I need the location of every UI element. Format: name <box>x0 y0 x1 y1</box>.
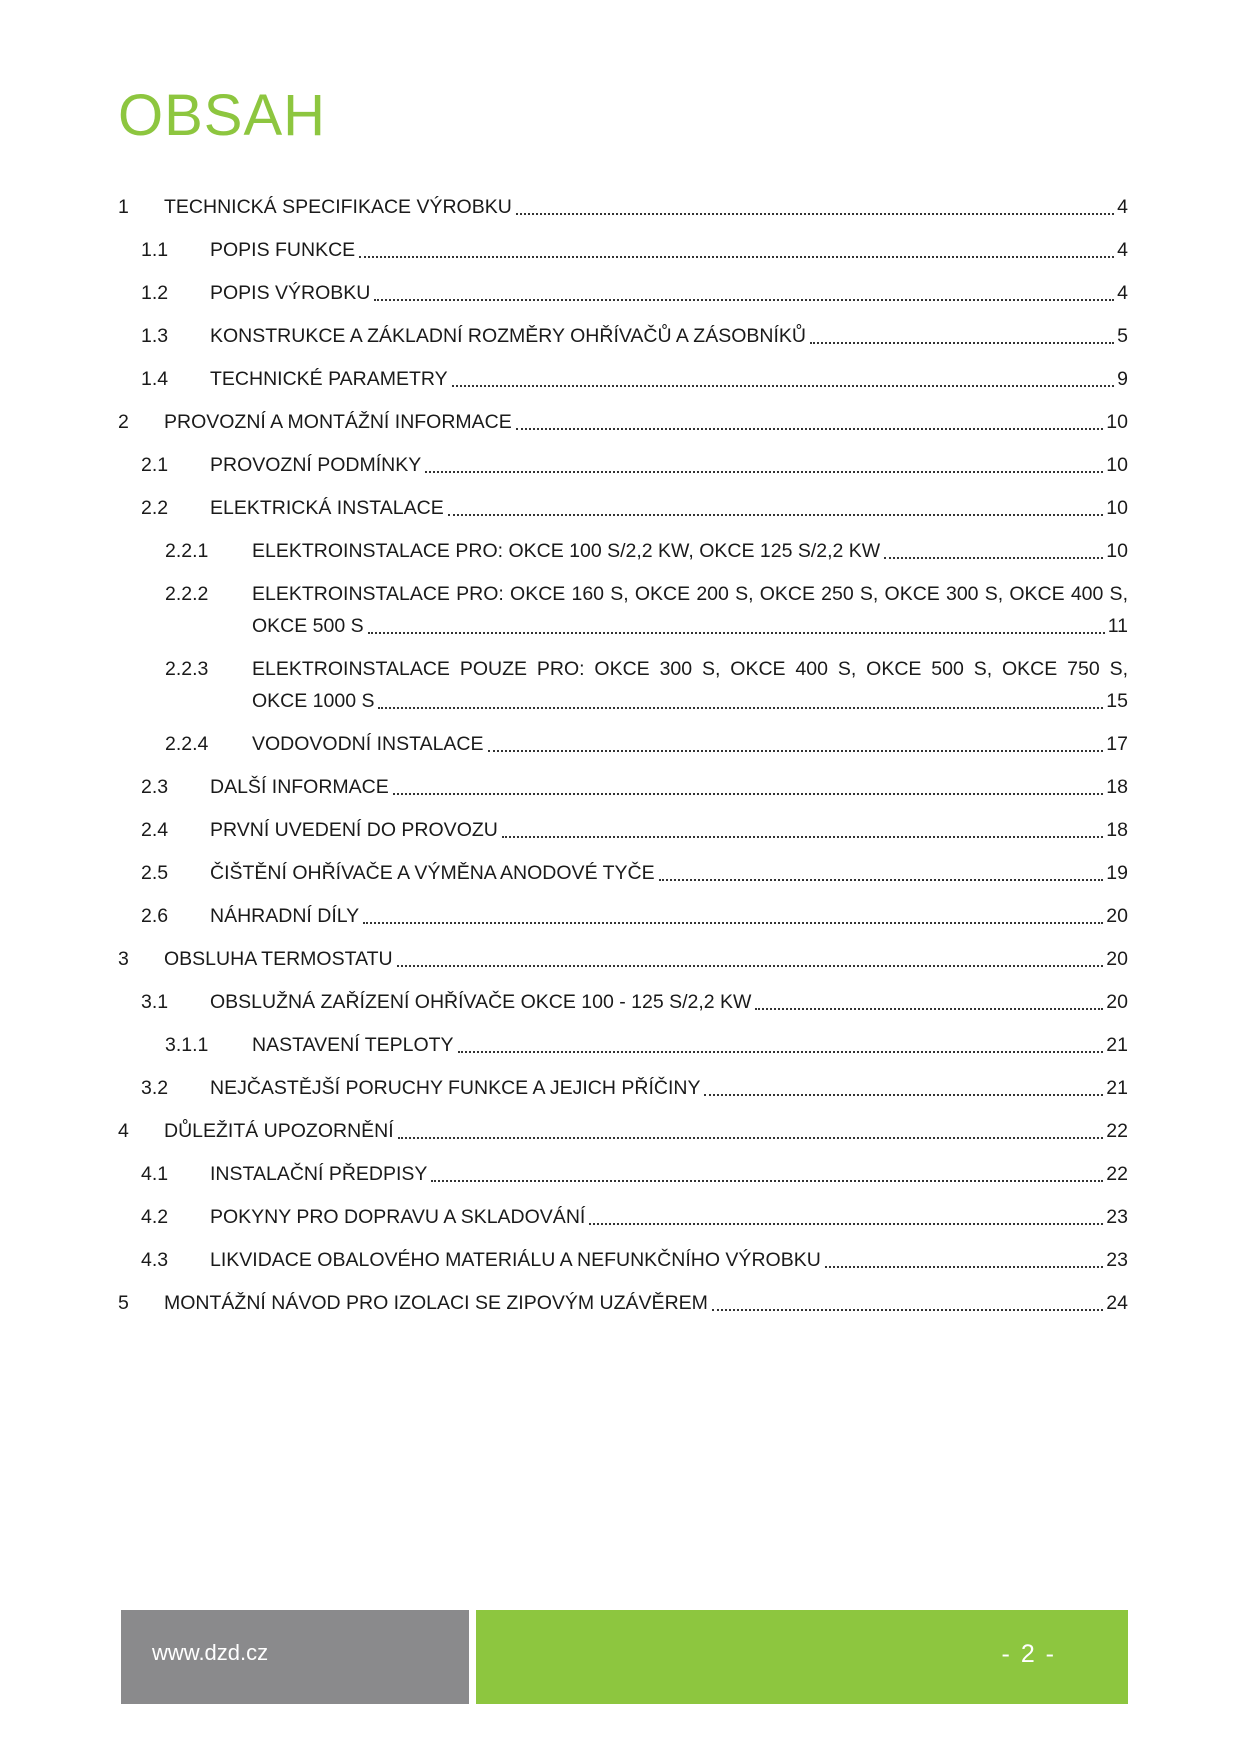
toc-entry-page: 18 <box>1106 776 1128 798</box>
toc-entry-title: NÁHRADNÍ DÍLY <box>210 905 360 927</box>
toc-entry[interactable] <box>118 1276 1128 1319</box>
toc-entry-page: 24 <box>1106 1292 1128 1314</box>
toc-entry[interactable] <box>118 717 1128 760</box>
dot-leader <box>884 556 1103 559</box>
toc-entry-number: 2.5 <box>141 862 169 884</box>
toc-entry-number: 2 <box>118 411 129 433</box>
toc-entry[interactable] <box>118 760 1128 803</box>
toc-entry-number: 5 <box>118 1292 129 1314</box>
toc-entry-title: KONSTRUKCE A ZÁKLADNÍ ROZMĚRY OHŘÍVAČŮ A ZÁSOBNÍKŮ <box>210 325 806 347</box>
dot-leader <box>393 792 1104 795</box>
toc-entry-title: ČIŠTĚNÍ OHŘÍVAČE A VÝMĚNA ANODOVÉ TYČE <box>210 862 655 884</box>
toc-entry[interactable] <box>118 975 1128 1018</box>
toc-entry-title: PRVNÍ UVEDENÍ DO PROVOZU <box>210 819 498 841</box>
toc-entry-page: 5 <box>1117 325 1128 347</box>
toc-entry-page: 9 <box>1117 368 1128 390</box>
toc-entry-title: VODOVODNÍ INSTALACE <box>252 733 484 755</box>
toc-entry-title: TECHNICKÁ SPECIFIKACE VÝROBKU <box>164 196 512 218</box>
toc-entry-title: POKYNY PRO DOPRAVU A SKLADOVÁNÍ <box>210 1206 586 1228</box>
toc-entry[interactable] <box>118 932 1128 975</box>
toc-entry-number: 3 <box>118 948 129 970</box>
dot-leader <box>589 1222 1103 1225</box>
toc-entry-number: 3.2 <box>141 1077 169 1099</box>
toc-entry-title: INSTALAČNÍ PŘEDPISY <box>210 1163 428 1185</box>
toc-entry-page: 23 <box>1106 1206 1128 1228</box>
toc-entry-title: PROVOZNÍ PODMÍNKY <box>210 454 422 476</box>
toc-entry-number: 2.2.2 <box>165 583 209 605</box>
toc-entry-number: 2.2 <box>141 497 169 519</box>
toc-entry[interactable] <box>118 1233 1128 1276</box>
toc-entry[interactable] <box>118 395 1128 438</box>
table-of-contents <box>118 180 1128 1319</box>
dot-leader <box>755 1007 1103 1010</box>
toc-entry[interactable] <box>118 803 1128 846</box>
dot-leader <box>378 706 1103 709</box>
toc-entry[interactable] <box>118 846 1128 889</box>
toc-entry-title: ELEKTROINSTALACE PRO: OKCE 160 S, OKCE 200 S, OKCE 250 S, OKCE 300 S, OKCE 400 S, <box>252 583 1128 605</box>
toc-entry-number: 2.4 <box>141 819 169 841</box>
toc-entry-title: NEJČASTĚJŠÍ PORUCHY FUNKCE A JEJICH PŘÍČINY <box>210 1077 701 1099</box>
toc-entry-title: OBSLUŽNÁ ZAŘÍZENÍ OHŘÍVAČE OKCE 100 - 125 S/2,2 KW <box>210 991 752 1013</box>
toc-entry-number: 1.3 <box>141 325 169 347</box>
toc-entry-title: OBSLUHA TERMOSTATU <box>164 948 393 970</box>
toc-entry-number: 2.2.3 <box>165 658 209 680</box>
footer-url[interactable]: www.dzd.cz <box>152 1640 269 1665</box>
toc-entry[interactable] <box>118 438 1128 481</box>
toc-entry-number: 1 <box>118 196 129 218</box>
toc-entry-number: 1.2 <box>141 282 169 304</box>
toc-entry-page: 4 <box>1117 282 1128 304</box>
toc-entry-page: 19 <box>1106 862 1128 884</box>
toc-entry[interactable] <box>118 223 1128 266</box>
toc-entry[interactable] <box>118 309 1128 352</box>
dot-leader <box>374 298 1114 301</box>
toc-entry-page: 11 <box>1107 615 1128 637</box>
toc-entry-page: 23 <box>1106 1249 1128 1271</box>
toc-entry[interactable] <box>118 180 1128 223</box>
toc-entry-page: 22 <box>1106 1163 1128 1185</box>
dot-leader <box>516 427 1104 430</box>
page-title: OBSAH <box>118 83 327 148</box>
dot-leader <box>502 835 1103 838</box>
dot-leader <box>458 1050 1104 1053</box>
toc-entry-page: 21 <box>1106 1077 1128 1099</box>
dot-leader <box>704 1093 1103 1096</box>
toc-entry-title: PROVOZNÍ A MONTÁŽNÍ INFORMACE <box>164 411 512 433</box>
dot-leader <box>398 1136 1104 1139</box>
toc-entry-title: DALŠÍ INFORMACE <box>210 776 389 798</box>
toc-entry-title: LIKVIDACE OBALOVÉHO MATERIÁLU A NEFUNKČNÍHO VÝROBKU <box>210 1249 821 1271</box>
toc-entry-number: 4.2 <box>141 1206 169 1228</box>
toc-entry-page: 20 <box>1106 905 1128 927</box>
dot-leader <box>712 1308 1103 1311</box>
toc-entry-page: 4 <box>1117 239 1128 261</box>
toc-entry-number: 4.3 <box>141 1249 169 1271</box>
footer-page-block <box>476 1610 1128 1704</box>
dot-leader <box>359 255 1114 258</box>
toc-entry[interactable] <box>118 481 1128 524</box>
toc-entry-page: 10 <box>1106 411 1128 433</box>
toc-entry[interactable] <box>118 352 1128 395</box>
toc-entry-page: 10 <box>1106 540 1128 562</box>
toc-entry-page: 20 <box>1106 948 1128 970</box>
dot-leader <box>368 631 1105 634</box>
toc-entry-page: 20 <box>1106 991 1128 1013</box>
toc-entry-title: POPIS VÝROBKU <box>210 282 371 304</box>
toc-entry-number: 2.2.1 <box>165 540 209 562</box>
toc-entry-page: 10 <box>1106 497 1128 519</box>
toc-entry-title: ELEKTRICKÁ INSTALACE <box>210 497 444 519</box>
dot-leader <box>431 1179 1103 1182</box>
toc-entry-page: 22 <box>1106 1120 1128 1142</box>
toc-entry[interactable] <box>118 1018 1128 1061</box>
dot-leader <box>452 384 1114 387</box>
dot-leader <box>397 964 1104 967</box>
toc-entry[interactable] <box>118 1190 1128 1233</box>
toc-entry-title: POPIS FUNKCE <box>210 239 356 261</box>
dot-leader <box>488 749 1104 752</box>
toc-entry-title: OKCE 1000 S <box>252 690 375 712</box>
toc-entry[interactable] <box>118 1104 1128 1147</box>
toc-entry[interactable] <box>118 1061 1128 1104</box>
toc-entry[interactable] <box>118 567 1128 642</box>
dot-leader <box>516 212 1114 215</box>
toc-entry-title: NASTAVENÍ TEPLOTY <box>252 1034 454 1056</box>
toc-entry-title: DŮLEŽITÁ UPOZORNĚNÍ <box>164 1120 394 1142</box>
toc-entry[interactable] <box>118 524 1128 567</box>
toc-entry-number: 2.3 <box>141 776 169 798</box>
dot-leader <box>363 921 1103 924</box>
toc-entry-title: ELEKTROINSTALACE PRO: OKCE 100 S/2,2 KW, OKCE 125 S/2,2 KW <box>252 540 881 562</box>
toc-entry-title: OKCE 500 S <box>252 615 364 637</box>
toc-entry-number: 1.4 <box>141 368 169 390</box>
toc-entry-number: 4 <box>118 1120 129 1142</box>
page-number: - 2 - <box>1001 1640 1056 1668</box>
dot-leader <box>810 341 1114 344</box>
toc-entry-number: 3.1.1 <box>165 1034 209 1056</box>
toc-entry-page: 10 <box>1106 454 1128 476</box>
footer-url-block <box>121 1610 469 1704</box>
toc-entry-page: 15 <box>1106 690 1128 712</box>
toc-entry-number: 3.1 <box>141 991 169 1013</box>
toc-entry-page: 18 <box>1106 819 1128 841</box>
dot-leader <box>448 513 1104 516</box>
dot-leader <box>659 878 1104 881</box>
toc-entry-number: 4.1 <box>141 1163 169 1185</box>
toc-entry[interactable] <box>118 266 1128 309</box>
dot-leader <box>825 1265 1104 1268</box>
toc-entry-number: 2.2.4 <box>165 733 209 755</box>
toc-entry[interactable] <box>118 642 1128 717</box>
toc-entry-title: TECHNICKÉ PARAMETRY <box>210 368 448 390</box>
toc-entry-number: 2.6 <box>141 905 169 927</box>
toc-entry-page: 4 <box>1117 196 1128 218</box>
toc-entry-title: MONTÁŽNÍ NÁVOD PRO IZOLACI SE ZIPOVÝM UZÁVĚREM <box>164 1292 708 1314</box>
toc-entry-number: 2.1 <box>141 454 169 476</box>
toc-entry[interactable] <box>118 889 1128 932</box>
toc-entry-number: 1.1 <box>141 239 169 261</box>
toc-entry-title: ELEKTROINSTALACE POUZE PRO: OKCE 300 S, OKCE 400 S, OKCE 500 S, OKCE 750 S, <box>252 658 1128 680</box>
toc-entry-page: 21 <box>1106 1034 1128 1056</box>
dot-leader <box>425 470 1103 473</box>
toc-entry-page: 17 <box>1106 733 1128 755</box>
toc-entry[interactable] <box>118 1147 1128 1190</box>
